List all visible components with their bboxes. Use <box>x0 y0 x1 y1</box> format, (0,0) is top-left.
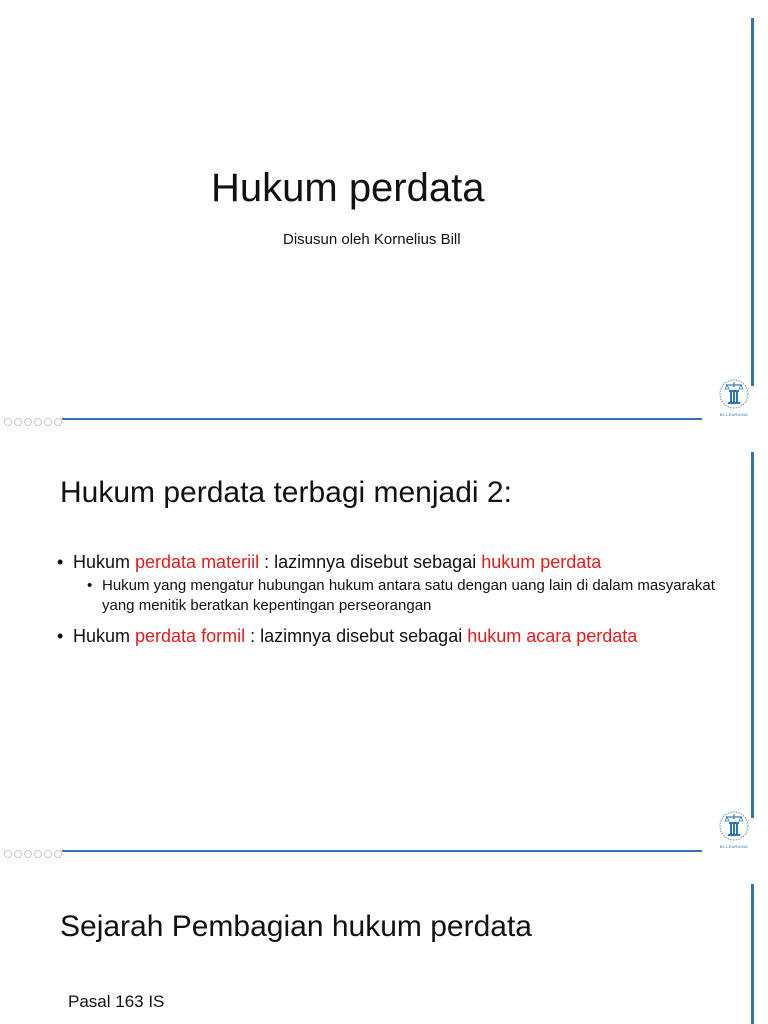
bullet-text: : lazimnya disebut sebagai <box>245 626 468 646</box>
slide-1-accent-line <box>751 18 754 386</box>
slides-icon[interactable] <box>34 418 42 426</box>
prev-icon[interactable] <box>4 850 12 858</box>
more-icon[interactable] <box>54 418 62 426</box>
slide-controls <box>4 850 62 858</box>
slide-2-accent-line <box>751 452 754 818</box>
logo-icon <box>716 376 752 420</box>
more-icon[interactable] <box>54 850 62 858</box>
slide-2-divider-line <box>62 850 702 852</box>
slide-2-bullet-list <box>57 550 717 650</box>
slide-1 <box>0 0 768 432</box>
next-icon[interactable] <box>14 418 22 426</box>
slide-3 <box>0 864 768 1024</box>
sub-bullet-item: • Hukum yang mengatur hubungan hukum antara satu dengan uang lain di dalam masyarakat yang menitik beratkan kepentingan perseorangan <box>57 576 717 616</box>
slide-controls <box>4 418 62 426</box>
highlight-term: hukum perdata <box>481 552 602 572</box>
slide-3-accent-line <box>751 884 754 1024</box>
prev-icon[interactable] <box>4 418 12 426</box>
pen-icon[interactable] <box>24 850 32 858</box>
bullet-text: Hukum <box>73 552 136 572</box>
slide-1-subtitle: Disusun oleh Kornelius Bill <box>283 231 461 248</box>
next-icon[interactable] <box>14 850 22 858</box>
slide-3-title: Sejarah Pembagian hukum perdata <box>60 910 532 943</box>
pen-icon[interactable] <box>24 418 32 426</box>
zoom-icon[interactable] <box>44 850 52 858</box>
logo-icon <box>716 808 752 852</box>
slide-2 <box>0 432 768 864</box>
bullet-text: : lazimnya disebut sebagai <box>259 552 482 572</box>
slide-1-divider-line <box>62 418 702 420</box>
slide-1-title: Hukum perdata <box>211 166 485 210</box>
slide-3-body: Pasal 163 IS <box>68 992 165 1011</box>
slides-icon[interactable] <box>34 850 42 858</box>
bullet-item <box>57 550 717 574</box>
highlight-term: perdata materiil <box>135 552 260 572</box>
highlight-term: hukum acara perdata <box>467 626 638 646</box>
logo-caption: BL LEARNING <box>719 412 749 417</box>
bullet-text: Hukum <box>73 626 136 646</box>
bullet-item <box>57 624 717 648</box>
logo-caption: BL LEARNING <box>719 844 749 849</box>
slide-2-title: Hukum perdata terbagi menjadi 2: <box>60 476 512 509</box>
zoom-icon[interactable] <box>44 418 52 426</box>
highlight-term: perdata formil <box>135 626 246 646</box>
